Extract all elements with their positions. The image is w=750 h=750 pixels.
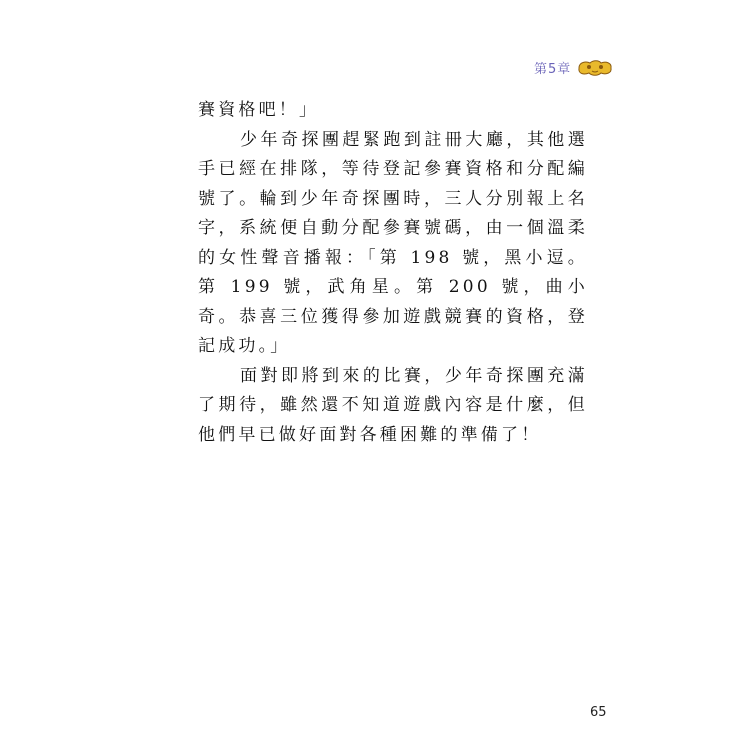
paragraph-registration: 少年奇探團趕緊跑到註冊大廳，其他選手已經在排隊，等待登記參賽資格和分配編號了。輪到少年奇探團時，三人分別報上名字，系統便自動分配參賽號碼，由一個溫柔的女性聲音播報：「第 198 號，黑小逗。第 199 號，武角星。第 200 號，曲小奇。恭喜三位獲得參加遊戲競賽的資格，登記成功。」: [198, 129, 588, 356]
page-body: [198, 96, 588, 450]
page-number: 65: [590, 705, 607, 720]
paragraph-continuation: 賽資格吧！」: [198, 100, 320, 120]
chapter-label: 第5章: [534, 62, 572, 77]
paragraph-anticipation: 面對即將到來的比賽，少年奇探團充滿了期待，雖然還不知道遊戲內容是什麼，但他們早已做好面對各種困難的準備了！: [198, 365, 588, 445]
chapter-badge-icon: [577, 59, 613, 77]
chapter-header: [534, 58, 613, 77]
